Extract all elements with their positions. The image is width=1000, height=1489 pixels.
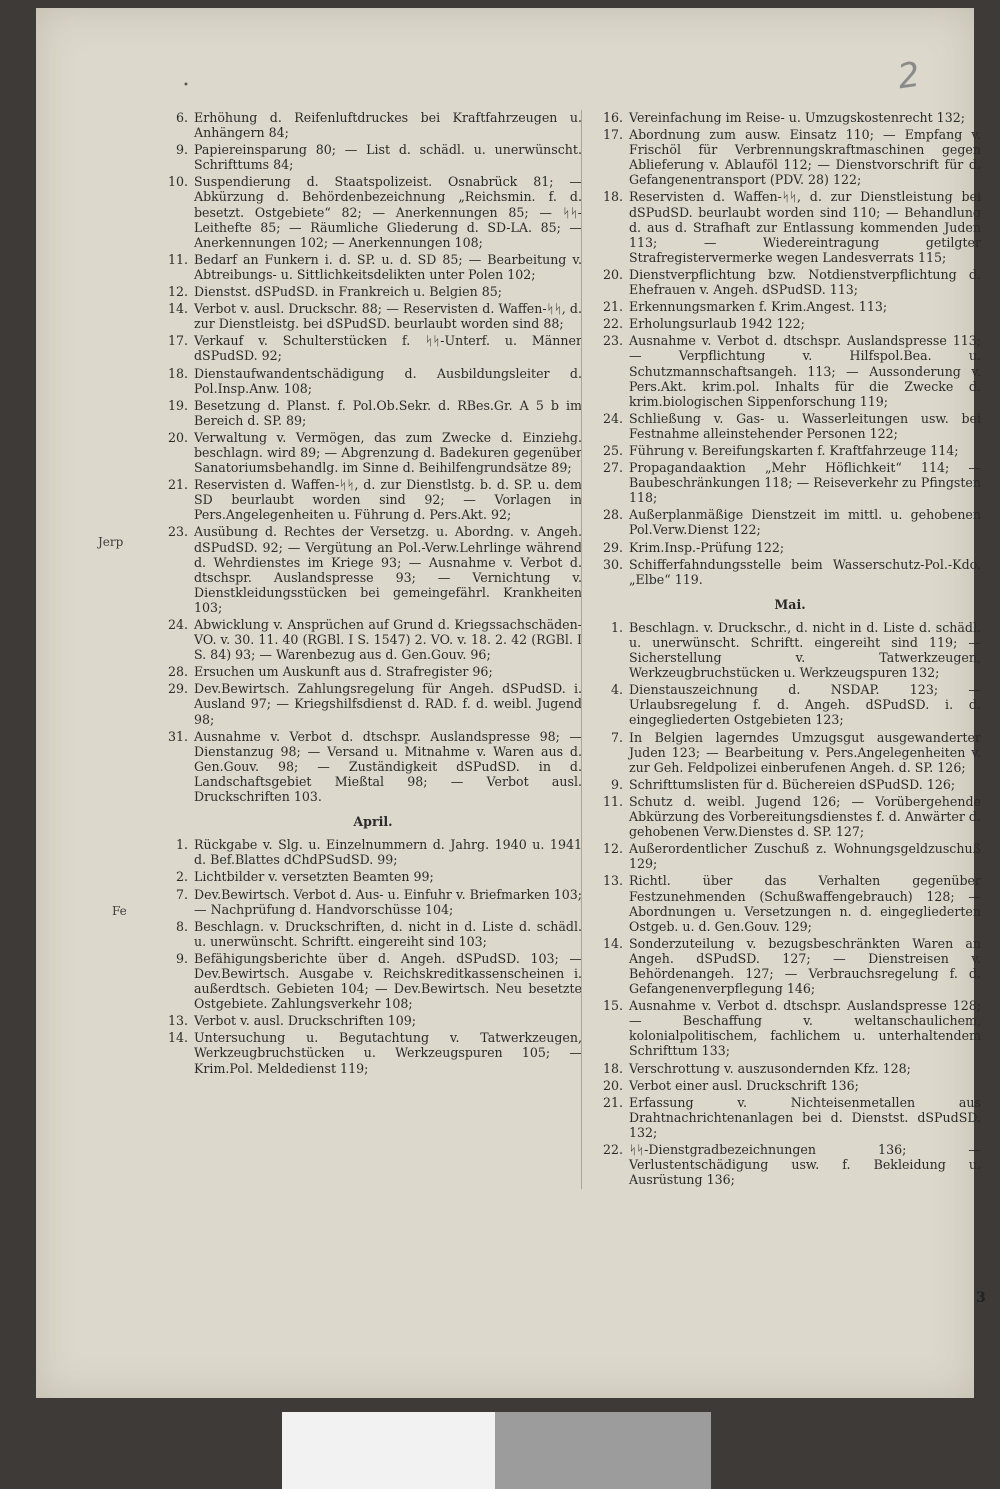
list-item: 20. Verbot einer ausl. Druckschrift 136;: [602, 1077, 859, 1093]
may-entries: [599, 620, 981, 1187]
calibration-card-gray: [495, 1412, 711, 1489]
list-item: 25. Führung v. Bereifungskarten f. Kraftfahrzeuge 114;: [602, 442, 959, 458]
list-item: 14. Untersuchung u. Begutachtung v. Tatwerkzeugen, Werkzeugbruchstücken u. Werkzeugspuren 105; — Krim.Pol. Meldedienst 119;: [167, 1030, 582, 1076]
list-item: 13. Richtl. über das Verhalten gegenüber Festzunehmenden (Schußwaffengebrauch) 128; — Abordnungen u. Versetzungen n. d. eingegliederten Ostgeb. u. d. Gen.Gouv. 129;: [602, 873, 981, 934]
list-item: 14. Verbot v. ausl. Druckschr. 88; — Reservisten d. Waffen-ᛋᛋ, d. zur Dienstleistg. bei dSPudSD. beurlaubt worden sind 88;: [167, 301, 582, 332]
list-item: 31. Ausnahme v. Verbot d. dtschspr. Auslandspresse 98; — Dienstanzug 98; — Versand u. Mitnahme v. Waren aus d. Gen.Gouv. 98; — Zuständigkeit dSPudSD. in d. Landschaftsgebiet Mießtal 98; — Verbot ausl. Druckschriften 103.: [167, 728, 582, 805]
printed-dot: •: [183, 80, 189, 91]
list-item: 29. Krim.Insp.-Prüfung 122;: [602, 539, 785, 555]
list-item: 20. Verwaltung v. Vermögen, das zum Zwecke d. Einziehg. beschlagn. wird 89; — Abgrenzung d. Badekuren gegenüber Sanatoriumsbehandlg. im Sinne d. Beihilfengrundsätze 89;: [167, 429, 582, 476]
left-column: [164, 110, 582, 1078]
list-item: 23. Ausnahme v. Verbot d. dtschspr. Auslandspresse 113; — Verpflichtung v. Hilfspol.Bea. u. Schutzmannschaftsangeh. 113; — Aussonderung v. Pers.Akt. krim.pol. Inhalts für die Zwecke d. krim.biologischen Sippenforschung 119;: [602, 333, 981, 409]
list-item: 19. Besetzung d. Planst. f. Pol.Ob.Sekr. d. RBes.Gr. A 5 b im Bereich d. SP. 89;: [167, 397, 582, 428]
list-item: 21. Erfassung v. Nichteisenmetallen aus Drahtnachrichtenanlagen bei d. Dienstst. dSPudSD. 132;: [602, 1094, 981, 1140]
list-item: 18. Dienstaufwandentschädigung d. Ausbildungsleiter d. Pol.Insp.Anw. 108;: [167, 365, 582, 396]
list-item: 28. Ersuchen um Auskunft aus d. Strafregister 96;: [167, 664, 493, 680]
margin-note-1: Jerp: [98, 535, 124, 549]
list-item: 11. Schutz d. weibl. Jugend 126; — Vorübergehende Abkürzung des Vorbereitungsdienstes f. d. Anwärter d. gehobenen Verw.Dienstes d. SP. 127;: [602, 793, 981, 840]
list-item: 18. Reservisten d. Waffen-ᛋᛋ, d. zur Dienstleistung bei dSPudSD. beurlaubt worden sind 110; — Behandlung d. aus d. Strafhaft zur Entlassung kommenden Juden 113; — Wiedereintragung getilgter Strafregistervermerke wegen Landesverrats 115;: [602, 189, 981, 265]
list-item: 9. Schrifttumslisten für d. Büchereien dSPudSD. 126;: [610, 776, 956, 792]
list-item: 20. Dienstverpflichtung bzw. Notdienstverpflichtung d. Ehefrauen v. Angeh. dSPudSD. 113;: [602, 266, 981, 298]
list-item: 23. Ausübung d. Rechtes der Versetzg. u. Abordng. v. Angeh. dSPudSD. 92; — Vergütung an Pol.-Verw.Lehrlinge während d. Wehrdienstes im Kriege 93; — Ausnahme v. Verbot d. dtschspr. Auslandspresse 93; — Vernichtung v. Dienstkleidungsstücken bei gemeingefährl. Krankheiten 103;: [167, 524, 582, 615]
list-item: 17. Verkauf v. Schulterstücken f. ᛋᛋ-Unterf. u. Männer dSPudSD. 92;: [167, 333, 582, 364]
list-item: 11. Bedarf an Funkern i. d. SP. u. d. SD 85; — Bearbeitung v. Abtreibungs- u. Sittlichkeitsdelikten unter Polen 102;: [167, 251, 582, 282]
right-column: [581, 110, 981, 1189]
may-heading: Mai.: [774, 596, 806, 612]
list-item: 6. Erhöhung d. Reifenluftdruckes bei Kraftfahrzeugen u. Anhängern 84;: [175, 110, 582, 141]
march-entries: [164, 110, 582, 804]
list-item: 21. Erkennungsmarken f. Krim.Angest. 113;: [602, 299, 888, 315]
list-item: 30. Schifferfahndungsstelle beim Wasserschutz-Pol.-Kdo. „Elbe“ 119.: [602, 556, 981, 587]
list-item: 16. Vereinfachung im Reise- u. Umzugskostenrecht 132;: [602, 110, 965, 125]
list-item: 24. Schließung v. Gas- u. Wasserleitungen usw. bei Festnahme alleinstehender Personen 122;: [602, 410, 981, 441]
list-item: 21. Reservisten d. Waffen-ᛋᛋ, d. zur Dienstlstg. b. d. SP. u. dem SD beurlaubt worden sind 92; — Vorlagen in Pers.Angelegenheiten u. Führung d. Pers.Akt. 92;: [167, 477, 582, 523]
list-item: 12. Dienstst. dSPudSD. in Frankreich u. Belgien 85;: [167, 284, 502, 300]
list-item: 29. Dev.Bewirtsch. Zahlungsregelung für Angeh. dSPudSD. i. Ausland 97; — Kriegshilfsdienst d. RAD. f. d. weibl. Jugend 98;: [167, 681, 582, 727]
list-item: 1. Beschlagn. v. Druckschr., d. nicht in d. Liste d. schädl. u. unerwünscht. Schriftt. eingereiht sind 119; — Sicherstellung v. Tatwerkzeugen, Werkzeugbruchstücken u. Werkzeugspuren 132;: [610, 619, 981, 681]
calibration-card-white: [282, 1412, 495, 1489]
list-item: 7. In Belgien lagerndes Umzugsgut ausgewanderter Juden 123; — Bearbeitung v. Pers.Angelegenheiten v. zur Geh. Feldpolizei einberufenen Angeh. d. SP. 126;: [610, 729, 981, 775]
document-page: [36, 8, 986, 1398]
april-heading: April.: [353, 814, 393, 830]
list-item: 15. Ausnahme v. Verbot d. dtschspr. Auslandspresse 128; — Beschaffung v. weltanschaulichem, kolonialpolitischem, fachlichem u. unterhaltendem Schrifttum 133;: [602, 998, 981, 1059]
list-item: 9. Befähigungsberichte über d. Angeh. dSPudSD. 103; — Dev.Bewirtsch. Ausgabe v. Reichskreditkassenscheinen i. außerdtsch. Gebieten 104; — Dev.Bewirtsch. Neu besetzte Ostgebiete. Zahlungsverkehr 108;: [175, 950, 582, 1012]
list-item: 18. Verschrottung v. auszusondernden Kfz. 128;: [602, 1060, 911, 1076]
list-item: 4. Dienstauszeichnung d. NSDAP. 123; — Urlaubsregelung f. d. Angeh. dSPudSD. i. d. eingegliederten Ostgebieten 123;: [610, 682, 981, 728]
list-item: 28. Außerplanmäßige Dienstzeit im mittl. u. gehobenen Pol.Verw.Dienst 122;: [602, 507, 981, 538]
list-item: 22. ᛋᛋ-Dienstgradbezeichnungen 136; — Verlustentschädigung usw. f. Bekleidung u. Ausrüstung 136;: [602, 1142, 981, 1188]
list-item: 12. Außerordentlicher Zuschuß z. Wohnungsgeldzuschuß 129;: [602, 841, 981, 872]
handwritten-page-mark: 2: [895, 54, 923, 98]
list-item: 9. Papiereinsparung 80; — List d. schädl. u. unerwünscht. Schrifttums 84;: [175, 142, 582, 173]
april-entries: [164, 837, 582, 1075]
list-item: 7. Dev.Bewirtsch. Verbot d. Aus- u. Einfuhr v. Briefmarken 103; — Nachprüfung d. Handvorschüsse 104;: [175, 886, 582, 917]
list-item: 17. Abordnung zum ausw. Einsatz 110; — Empfang v. Frischöl für Verbrennungskraftmaschinen gegen Ablieferung v. Ablauföl 112; — Dienstvorschrift für d. Gefangenentransport (PDV. 28) 122;: [602, 127, 981, 188]
list-item: 1. Rückgabe v. Slg. u. Einzelnummern d. Jahrg. 1940 u. 1941 d. Bef.Blattes dChdPSudSD. 99;: [175, 837, 582, 868]
list-item: 27. Propagandaaktion „Mehr Höflichkeit“ 114; — Baubeschränkungen 118; — Reiseverkehr zu Pfingsten 118;: [602, 460, 981, 506]
page-number: 3: [976, 1290, 986, 1306]
list-item: 2. Lichtbilder v. versetzten Beamten 99;: [175, 869, 434, 885]
list-item: 8. Beschlagn. v. Druckschriften, d. nicht in d. Liste d. schädl. u. unerwünscht. Schriftt. eingereiht sind 103;: [175, 918, 582, 949]
list-item: 14. Sonderzuteilung v. bezugsbeschränkten Waren an Angeh. dSPudSD. 127; — Dienstreisen v. Behördenangeh. 127; — Verbrauchsregelung f. d. Gefangenenverpflegung 146;: [602, 935, 981, 997]
list-item: 13. Verbot v. ausl. Druckschriften 109;: [167, 1013, 417, 1029]
margin-note-2: Fe: [112, 904, 127, 918]
april-continued-entries: [599, 110, 981, 587]
list-item: 10. Suspendierung d. Staatspolizeist. Osnabrück 81; — Abkürzung d. Behördenbezeichnung „Reichsmin. f. d. besetzt. Ostgebiete“ 82; — Anerkennungen 85; — ᛋᛋ-Leithefte 85; — Räumliche Gliederung d. SD-LA. 85; — Anerkennungen 102; — Anerkennungen 108;: [167, 174, 582, 250]
list-item: 24. Abwicklung v. Ansprüchen auf Grund d. Kriegssachschäden-VO. v. 30. 11. 40 (RGBl. I S. 1547) 2. VO. v. 18. 2. 42 (RGBl. I S. 84) 93; — Warenbezug aus d. Gen.Gouv. 96;: [167, 617, 582, 663]
list-item: 22. Erholungsurlaub 1942 122;: [602, 316, 805, 332]
